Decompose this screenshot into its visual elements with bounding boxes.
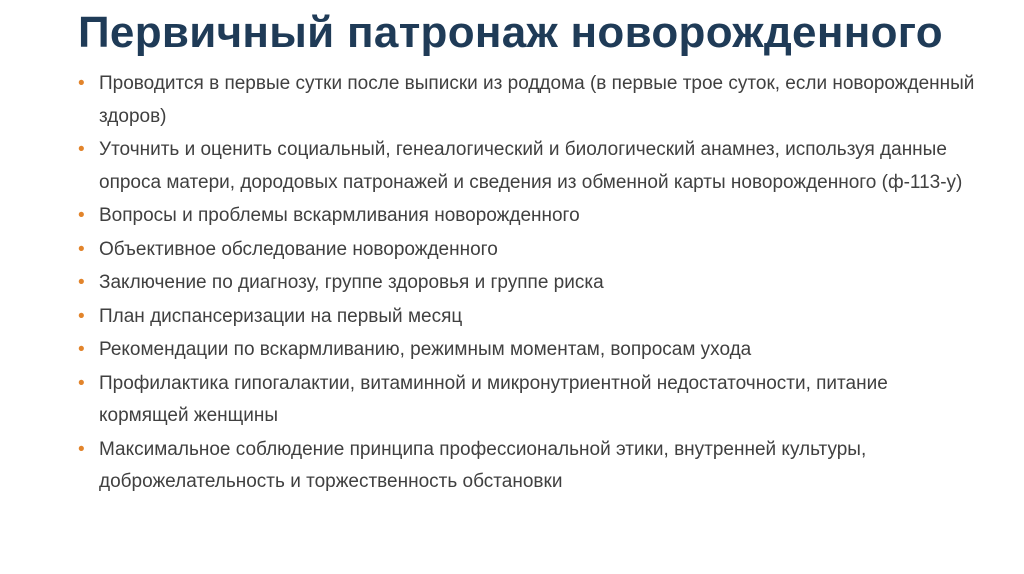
bullet-dot-icon: • [78,73,85,94]
bullet-dot-icon: • [78,372,85,394]
bullet-dot-icon: • [78,205,85,226]
bullet-item [78,68,978,133]
slide-title: Первичный патронаж новорожденного [78,8,943,57]
bullet-item [78,334,978,367]
bullet-text: Уточнить и оценить социальный, генеалогический и биологический анамнез, используя данные опроса матери, дородовых патронажей и сведения из обменной карты новорожденного (ф-113-у) [99,139,963,193]
bullet-item [78,368,978,433]
bullet-text: План диспансеризации на первый месяц [99,305,463,327]
bullet-text: Проводится в первые сутки после выписки из роддома (в первые трое суток, если новорожденный здоров) [99,73,975,127]
bullet-item [78,200,978,233]
bullet-dot-icon: • [78,272,85,293]
bullet-text: Объективное обследование новорожденного [99,238,498,260]
bullet-item [78,267,978,300]
bullet-dot-icon: • [78,305,85,327]
bullet-dot-icon: • [78,438,85,460]
bullet-item [78,434,978,499]
bullet-text: Рекомендации по вскармливанию, режимным моментам, вопросам ухода [99,339,752,360]
bullet-dot-icon: • [78,238,85,260]
bullet-item [78,301,978,334]
bullet-text: Заключение по диагнозу, группе здоровья и группе риска [99,272,604,293]
bullet-dot-icon: • [78,339,85,360]
bullet-item [78,234,978,267]
bullet-text: Максимальное соблюдение принципа профессиональной этики, внутренней культуры, доброжелательность и торжественность обстановки [99,438,867,492]
bullet-text: Вопросы и проблемы вскармливания новорожденного [99,205,580,226]
bullet-item [78,134,978,199]
bullet-list [78,68,978,500]
bullet-dot-icon: • [78,139,85,160]
bullet-text: Профилактика гипогалактии, витаминной и микронутриентной недостаточности, питание кормящей женщины [99,372,888,426]
